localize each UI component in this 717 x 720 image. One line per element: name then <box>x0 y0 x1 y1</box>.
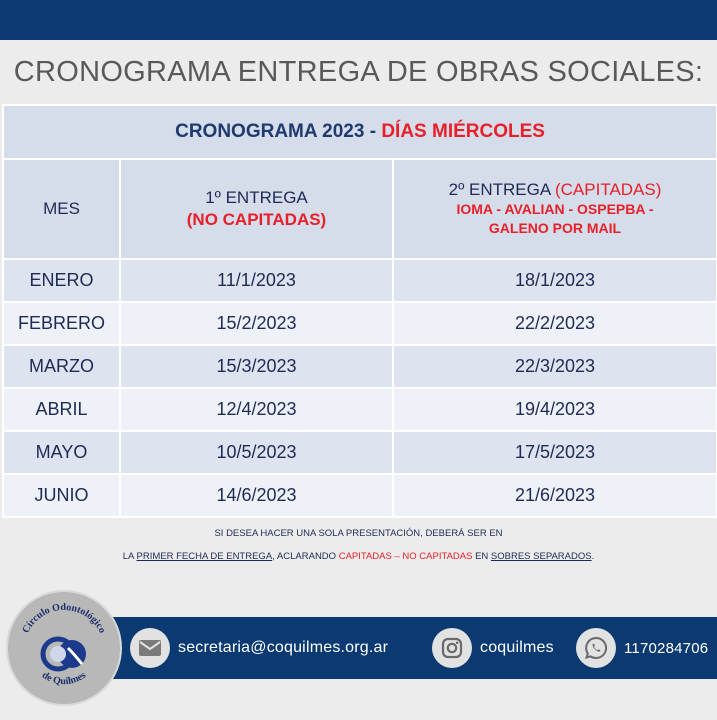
note-line2-red: CAPITADAS – NO CAPITADAS <box>338 551 473 562</box>
month-cell: ENERO <box>3 259 120 302</box>
first-delivery-cell: 15/3/2023 <box>120 345 393 388</box>
table-row <box>3 431 717 474</box>
note-line2-d: . <box>591 551 595 562</box>
email-text[interactable]: secretaria@coquilmes.org.ar <box>178 639 389 656</box>
page-title: CRONOGRAMA ENTREGA DE OBRAS SOCIALES: <box>13 56 704 88</box>
second-delivery-cell: 17/5/2023 <box>393 431 717 474</box>
note-line2-c: EN <box>472 551 491 562</box>
first-delivery-cell: 14/6/2023 <box>120 474 393 517</box>
banner-row <box>3 105 717 159</box>
month-cell: MARZO <box>3 345 120 388</box>
table-row <box>3 259 717 302</box>
second-delivery-cell: 22/3/2023 <box>393 345 717 388</box>
logo-text-bottom: de Quilmes <box>39 669 89 688</box>
header-second-label: 2º ENTREGA <box>448 180 555 199</box>
instagram-text[interactable]: coquilmes <box>480 639 554 656</box>
header-first-label: 1º ENTREGA <box>205 188 308 207</box>
table-row <box>3 345 717 388</box>
first-delivery-cell: 11/1/2023 <box>120 259 393 302</box>
month-cell: MAYO <box>3 431 120 474</box>
note-line2-underline1: PRIMER FECHA DE ENTREGA <box>136 551 273 562</box>
note-line2-underline2: SOBRES SEPARADOS <box>490 551 592 562</box>
month-cell: ABRIL <box>3 388 120 431</box>
header-second-sub1: IOMA - AVALIAN - OSPEPBA - <box>456 201 654 217</box>
top-bar <box>0 0 717 40</box>
contact-instagram[interactable] <box>432 628 554 668</box>
header-second-delivery <box>393 159 717 259</box>
table-row <box>3 474 717 517</box>
banner-prefix: CRONOGRAMA 2023 - <box>175 121 382 142</box>
schedule-table <box>2 104 717 518</box>
first-delivery-cell: 15/2/2023 <box>120 302 393 345</box>
note-line-2 <box>0 551 717 562</box>
header-second-sub2: GALENO POR MAIL <box>488 220 622 236</box>
instagram-icon <box>432 628 472 668</box>
month-cell: FEBRERO <box>3 302 120 345</box>
header-first-delivery <box>120 159 393 259</box>
whatsapp-text[interactable]: 1170284706 <box>624 639 709 657</box>
banner-highlight: DÍAS MIÉRCOLES <box>381 121 545 142</box>
mail-icon <box>130 628 170 668</box>
header-first-sub: (NO CAPITADAS) <box>186 210 327 229</box>
second-delivery-cell: 18/1/2023 <box>393 259 717 302</box>
note-line2-b: , ACLARANDO <box>272 551 339 562</box>
contact-email[interactable] <box>130 628 388 668</box>
club-logo <box>6 590 122 706</box>
first-delivery-cell: 10/5/2023 <box>120 431 393 474</box>
note-line-1: SI DESEA HACER UNA SOLA PRESENTACIÓN, DEBERÁ SER EN <box>214 528 503 539</box>
note-line2-a: LA <box>122 551 137 562</box>
banner-cell <box>3 105 717 159</box>
whatsapp-icon <box>576 628 616 668</box>
first-delivery-cell: 12/4/2023 <box>120 388 393 431</box>
logo-emblem-icon <box>8 592 120 704</box>
second-delivery-cell: 22/2/2023 <box>393 302 717 345</box>
month-cell: JUNIO <box>3 474 120 517</box>
table-row <box>3 302 717 345</box>
table-row <box>3 388 717 431</box>
header-mes: MES <box>3 159 120 259</box>
second-delivery-cell: 21/6/2023 <box>393 474 717 517</box>
header-second-label-red: (CAPITADAS) <box>554 180 662 199</box>
contact-whatsapp[interactable] <box>576 628 708 668</box>
logo-text-top: Círculo Odontológico <box>20 601 108 636</box>
second-delivery-cell: 19/4/2023 <box>393 388 717 431</box>
header-row <box>3 159 717 259</box>
